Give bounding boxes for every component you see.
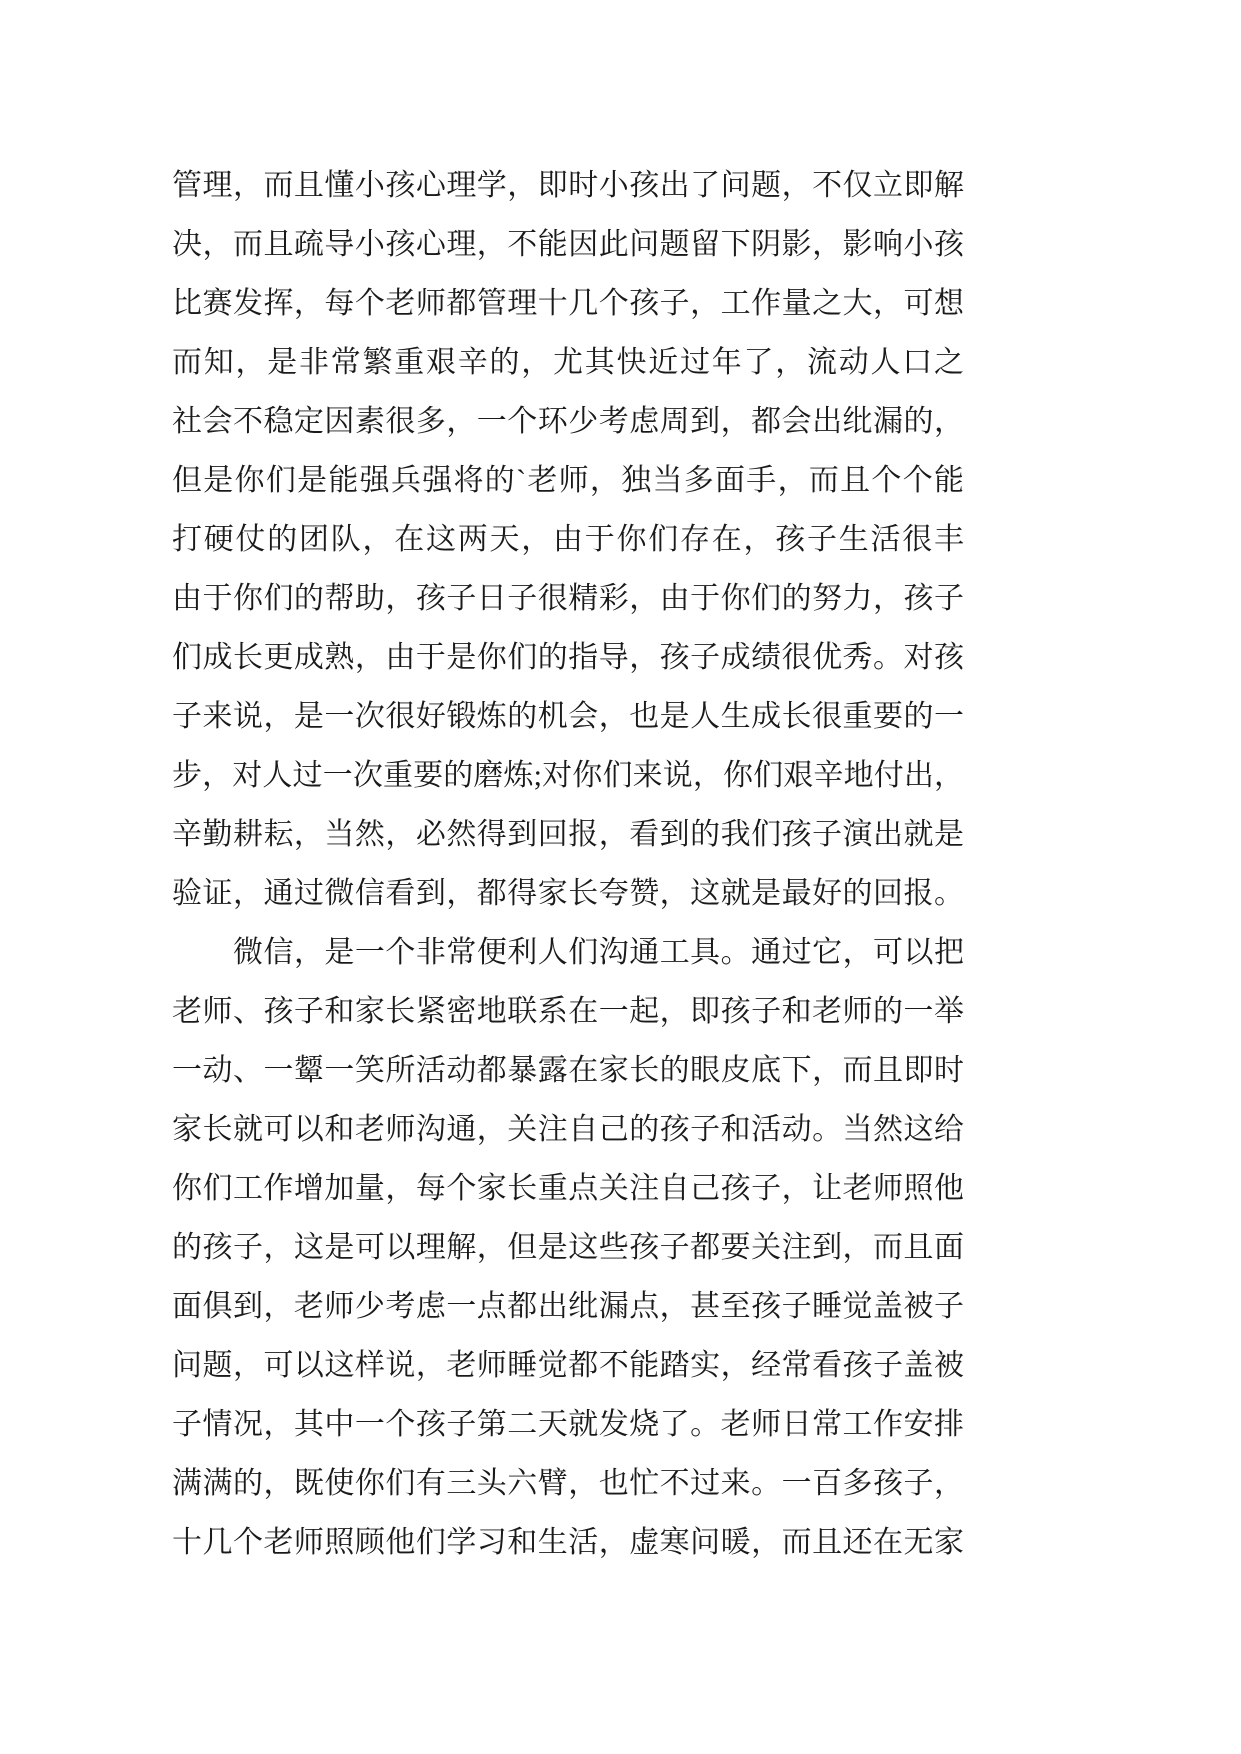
text-line: 你们工作增加量，每个家长重点关注自己孩子，让老师照他: [172, 1172, 964, 1205]
text-line: 打硬仗的团队，在这两天，由于你们存在，孩子生活很丰: [172, 523, 964, 556]
text-line-indented: 微信，是一个非常便利人们沟通工具。通过它，可以把: [233, 936, 964, 969]
text-line: 而知，是非常繁重艰辛的，尤其快近过年了，流动人口之: [172, 346, 964, 379]
paragraph-2: [172, 923, 964, 1572]
text-line: 们成长更成熟，由于是你们的指导，孩子成绩很优秀。对孩: [172, 641, 964, 674]
text-line: 满满的，既使你们有三头六臂，也忙不过来。一百多孩子，: [172, 1467, 964, 1500]
text-line: 的孩子，这是可以理解，但是这些孩子都要关注到，而且面: [172, 1231, 964, 1264]
text-line: 社会不稳定因素很多，一个环少考虑周到，都会出纰漏的，: [172, 405, 964, 438]
text-line: 决，而且疏导小孩心理，不能因此问题留下阴影，影响小孩: [172, 228, 964, 261]
text-line: 面俱到，老师少考虑一点都出纰漏点，甚至孩子睡觉盖被子: [172, 1290, 964, 1323]
text-line: 一动、一颦一笑所活动都暴露在家长的眼皮底下，而且即时: [172, 1054, 964, 1087]
text-line: 辛勤耕耘，当然，必然得到回报，看到的我们孩子演出就是: [172, 818, 964, 851]
text-line: 步，对人过一次重要的磨炼;对你们来说，你们艰辛地付出，: [172, 759, 964, 792]
body-text: [172, 156, 964, 1572]
text-line: 老师、孩子和家长紧密地联系在一起，即孩子和老师的一举: [172, 995, 964, 1028]
text-line: 由于你们的帮助，孩子日子很精彩，由于你们的努力，孩子: [172, 582, 964, 615]
text-line: 子来说，是一次很好锻炼的机会，也是人生成长很重要的一: [172, 700, 964, 733]
paragraph-1: [172, 156, 964, 923]
text-line: 管理，而且懂小孩心理学，即时小孩出了问题，不仅立即解: [172, 169, 964, 202]
text-line: 家长就可以和老师沟通，关注自己的孩子和活动。当然这给: [172, 1113, 964, 1146]
text-line: 子情况，其中一个孩子第二天就发烧了。老师日常工作安排: [172, 1408, 964, 1441]
text-line: 验证，通过微信看到，都得家长夸赞，这就是最好的回报。: [172, 877, 964, 910]
text-line: 问题，可以这样说，老师睡觉都不能踏实，经常看孩子盖被: [172, 1349, 964, 1382]
text-line: 十几个老师照顾他们学习和生活，虚寒问暖，而且还在无家: [172, 1526, 964, 1559]
text-line: 但是你们是能强兵强将的`老师，独当多面手，而且个个能: [172, 464, 964, 497]
text-line: 比赛发挥，每个老师都管理十几个孩子，工作量之大，可想: [172, 287, 964, 320]
